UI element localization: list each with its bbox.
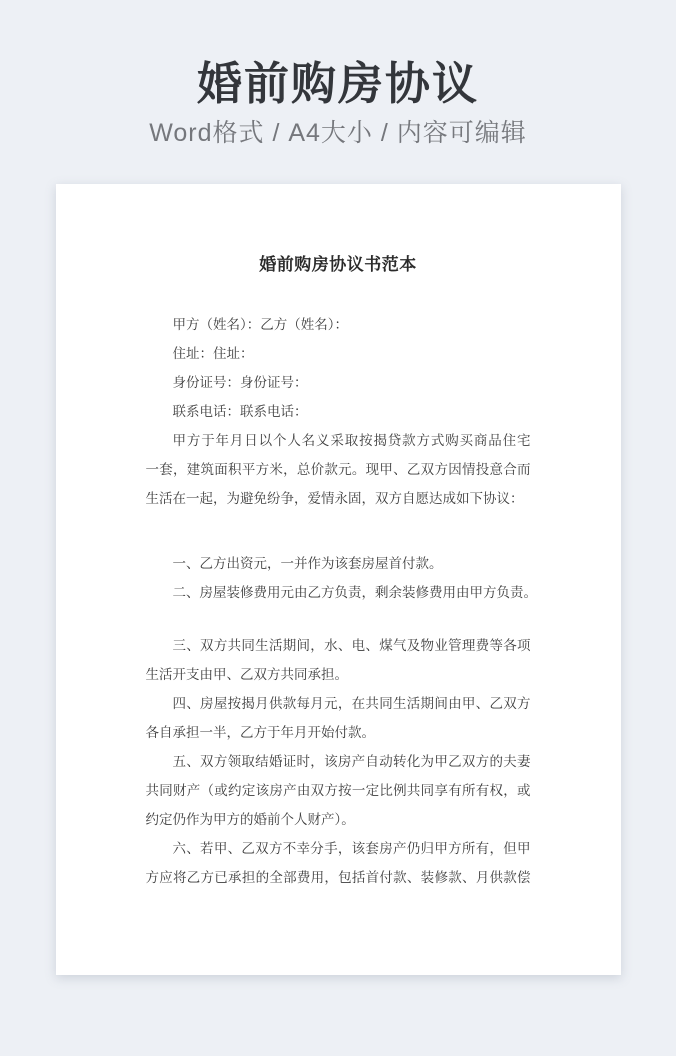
header [0,0,676,148]
page-subtitle: Word格式 / A4大小 / 内容可编辑 [149,119,527,147]
paragraph [146,310,531,339]
document-line: 一套，建筑面积平方米，总价款元。现甲、乙双方因情投意合而 [145,462,531,477]
paragraph [146,549,531,578]
document-line: 联系电话：联系电话： [172,404,308,419]
paragraph [146,397,531,426]
document-line: 二、房屋装修费用元由乙方负责，剩余装修费用由甲方负责。 [172,585,537,600]
paragraph [146,834,531,892]
document-line: 三、双方共同生活期间，水、电、煤气及物业管理费等各项 [172,638,531,653]
document-line: 生活开支由甲、乙双方共同承担。 [145,667,348,682]
paragraph [146,689,531,747]
document-body [145,310,537,892]
document-line: 甲方于年月日以个人名义采取按揭贷款方式购买商品住宅 [172,433,531,448]
document-line: 约定仍作为甲方的婚前个人财产）。 [145,812,355,827]
paragraph [146,426,531,513]
document-line: 共同财产（或约定该房产由双方按一定比例共同享有所有权，或 [145,783,531,798]
document-line: 生活在一起，为避免纷争，爱情永固，双方自愿达成如下协议： [145,491,524,506]
paragraph [146,578,537,607]
document-line: 方应将乙方已承担的全部费用，包括首付款、装修款、月供款偿 [145,870,531,885]
document-page [56,184,621,975]
paragraph [146,368,531,397]
document-line: 五、双方领取结婚证时，该房产自动转化为甲乙双方的夫妻 [172,754,531,769]
document-title: 婚前购房协议书范本 [259,255,417,274]
document-line: 一、乙方出资元，一并作为该套房屋首付款。 [172,556,443,571]
document-line: 各自承担一半，乙方于年月开始付款。 [145,725,375,740]
document-line: 甲方（姓名）：乙方（姓名）： [172,317,348,332]
document-line: 四、房屋按揭月供款每月元，在共同生活期间由甲、乙双方 [172,696,531,711]
paragraph [146,747,531,834]
paragraph [146,339,531,368]
document-line: 身份证号：身份证号： [172,375,308,390]
page-title: 婚前购房协议 [196,58,479,109]
document-line: 住址：住址： [172,346,254,361]
document-line: 六、若甲、乙双方不幸分手，该套房产仍归甲方所有，但甲 [172,841,531,856]
paragraph [146,631,531,689]
